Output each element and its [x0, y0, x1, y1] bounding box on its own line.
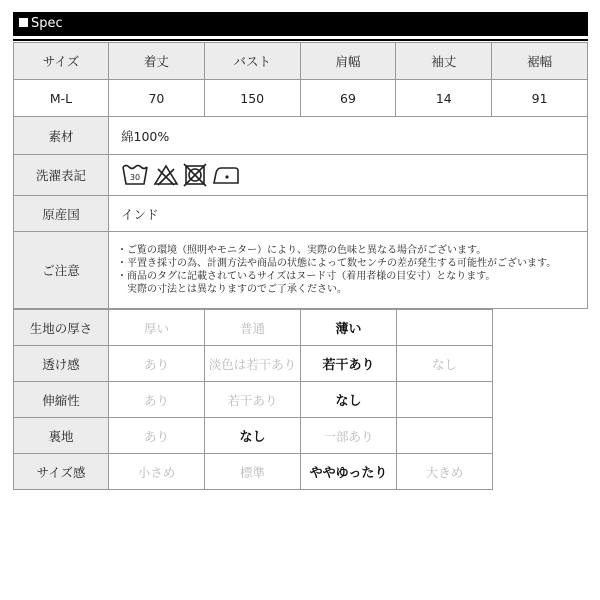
care-row: [14, 155, 588, 196]
material-value: 綿100%: [109, 117, 588, 155]
no-bleach-icon: [153, 163, 179, 187]
care-icons-cell: [109, 155, 588, 196]
size-value-cell: M-L: [14, 80, 109, 117]
feel-row-lining: [14, 418, 493, 454]
feel-option: 若干あり: [205, 382, 301, 418]
sleeve-value-cell: 14: [396, 80, 492, 117]
feel-row-thickness: [14, 310, 493, 346]
hem-header-cell: 裾幅: [492, 43, 588, 80]
size-header-row: [14, 43, 588, 80]
feel-option: あり: [109, 382, 205, 418]
fabric-feel-table: [13, 309, 493, 490]
feel-option: 大きめ: [397, 454, 493, 490]
note-line: ・平置き採寸の為、計測方法や商品の状態によって数センチの差が発生する可能性がございます。: [117, 258, 557, 269]
shoulder-value-cell: 69: [300, 80, 396, 117]
size-header-cell: サイズ: [14, 43, 109, 80]
feel-label-lining: 裏地: [14, 418, 109, 454]
sleeve-header-cell: 袖丈: [396, 43, 492, 80]
note-line: ・ご覧の環境（照明やモニター）により、実際の色味と異なる場合がございます。: [117, 245, 487, 256]
feel-option-selected: ややゆったり: [301, 454, 397, 490]
material-row: [14, 117, 588, 155]
feel-option: 厚い: [109, 310, 205, 346]
feel-option: [397, 418, 493, 454]
spec-table: [13, 42, 588, 309]
notes-row: [14, 232, 588, 309]
material-label: 素材: [14, 117, 109, 155]
note-line: 実際の寸法とは異なりますのでご了承ください。: [117, 284, 347, 295]
header-divider: [13, 39, 588, 41]
feel-option: [397, 382, 493, 418]
wash-30-icon: [121, 162, 149, 188]
length-value-cell: 70: [109, 80, 205, 117]
feel-option: 標準: [205, 454, 301, 490]
feel-label-thickness: 生地の厚さ: [14, 310, 109, 346]
hem-value-cell: 91: [492, 80, 588, 117]
origin-row: [14, 196, 588, 232]
feel-option: あり: [109, 346, 205, 382]
feel-option-selected: なし: [205, 418, 301, 454]
spec-header: [13, 12, 588, 36]
note-line: ・商品のタグに記載されているサイズはヌード寸（着用者様の目安寸）となります。: [117, 271, 496, 282]
size-values-row: [14, 80, 588, 117]
care-label: 洗濯表記: [14, 155, 109, 196]
notes-label: ご注意: [14, 232, 109, 309]
feel-label-sheerness: 透け感: [14, 346, 109, 382]
feel-option: なし: [397, 346, 493, 382]
square-bullet-icon: [19, 18, 28, 27]
feel-option: 普通: [205, 310, 301, 346]
iron-low-icon: [211, 163, 241, 187]
wash-temp-text: 30: [129, 173, 141, 182]
feel-label-fit: サイズ感: [14, 454, 109, 490]
feel-row-fit: [14, 454, 493, 490]
feel-option: [397, 310, 493, 346]
notes-text: [109, 232, 588, 309]
bust-value-cell: 150: [204, 80, 300, 117]
shoulder-header-cell: 肩幅: [300, 43, 396, 80]
feel-label-stretch: 伸縮性: [14, 382, 109, 418]
no-tumble-dry-icon: [183, 163, 207, 187]
feel-option: 小さめ: [109, 454, 205, 490]
length-header-cell: 着丈: [109, 43, 205, 80]
feel-option: あり: [109, 418, 205, 454]
feel-option-selected: なし: [301, 382, 397, 418]
feel-row-sheerness: [14, 346, 493, 382]
feel-row-stretch: [14, 382, 493, 418]
spec-title: Spec: [31, 16, 63, 31]
origin-value: インド: [109, 196, 588, 232]
origin-label: 原産国: [14, 196, 109, 232]
feel-option: 一部あり: [301, 418, 397, 454]
feel-option: 淡色は若干あり: [205, 346, 301, 382]
bust-header-cell: バスト: [204, 43, 300, 80]
feel-option-selected: 若干あり: [301, 346, 397, 382]
feel-option-selected: 薄い: [301, 310, 397, 346]
